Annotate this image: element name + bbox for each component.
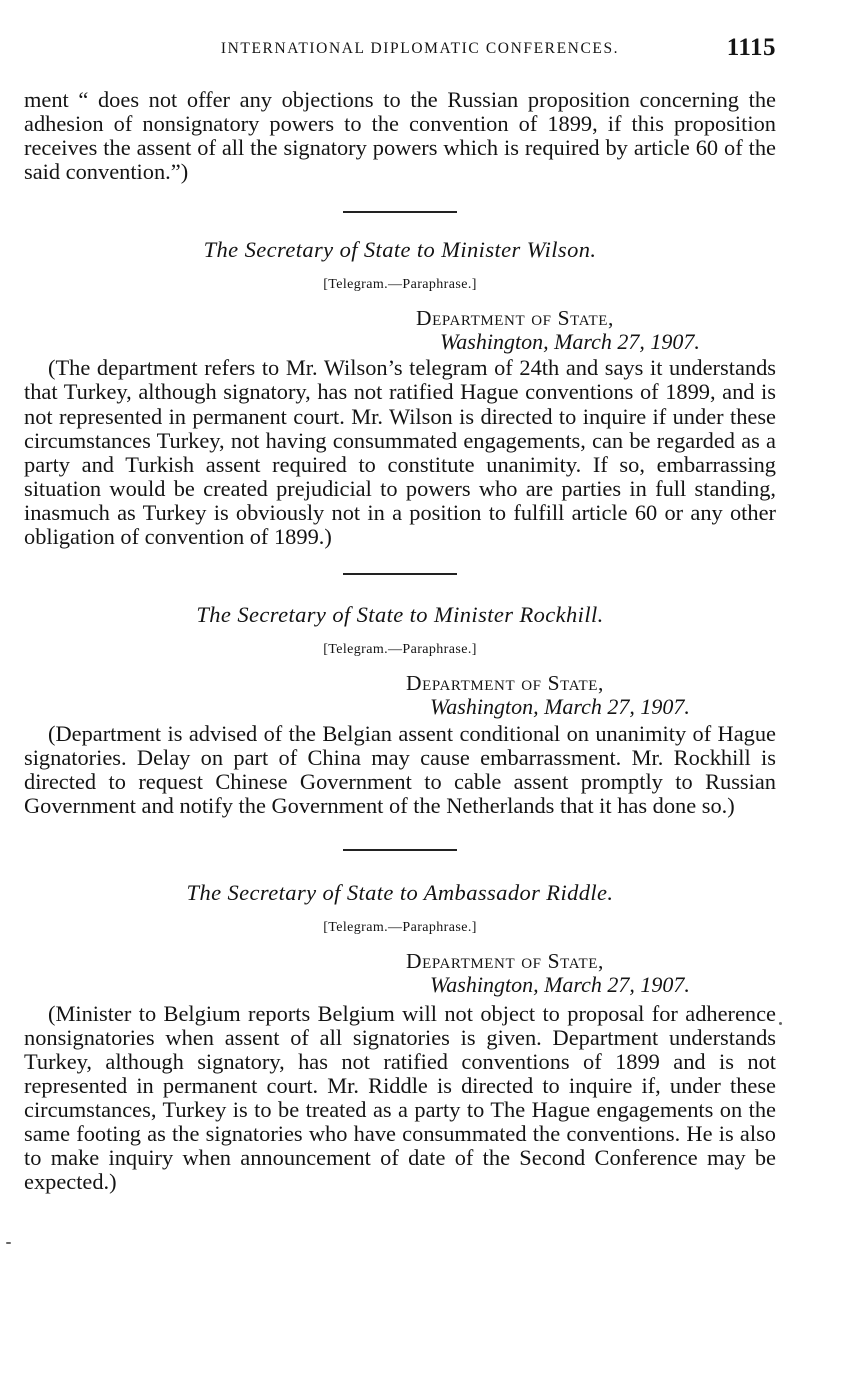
department-line: Department of State,: [416, 306, 614, 331]
document-body: (The department refers to Mr. Wilson’s telegram of 24th and says it understands that Turkey, although signatory, has not ratified Hague conventions of 1899, and is not represented in permanent court. Mr. Wilson is directed to inquire if under these circumstances Turkey, not having consummated engagements, can be regarded as a party and Turkish assent required to constitute unanimity. If so, embarrassing situation would be created prejudicial to powers who are parties in full standing, inasmuch as Turkey is obviously not in a position to fulfill article 60 or any other obligation of convention of 1899.): [24, 355, 776, 550]
section-divider: [343, 211, 457, 213]
running-head: [24, 34, 776, 68]
dateline: [406, 672, 776, 718]
document-page: [24, 34, 776, 1194]
document-body: (Minister to Belgium reports Belgium will not object to proposal for adherence nonsignatories when assent of all signatories is given. Department understands Turkey, although signatory, has not ratified conventions of 1899 and is not represented in permanent court. Mr. Riddle is directed to inquire if, under these circumstances, Turkey is to be treated as a party to The Hague engagements on the same footing as the signatories who have consummated the conventions. He is also to make inquiry when announcement of date of the Second Conference may be expected.): [24, 1000, 776, 1195]
scan-speck: [6, 1242, 11, 1244]
place-date-line: Washington, March 27, 1907.: [430, 694, 690, 720]
document-subhead: [Telegram.—Paraphrase.]: [323, 277, 477, 293]
document-heading: The Secretary of State to Minister Wilson.: [203, 237, 597, 263]
dateline: [416, 307, 776, 353]
section-divider: [343, 849, 457, 851]
section-divider: [343, 573, 457, 575]
place-date-line: Washington, March 27, 1907.: [440, 329, 700, 355]
document-subhead: [Telegram.—Paraphrase.]: [323, 642, 477, 658]
running-title: INTERNATIONAL DIPLOMATIC CONFERENCES.: [220, 40, 620, 57]
document-heading: The Secretary of State to Minister Rockhill.: [196, 602, 604, 628]
document-body: (Department is advised of the Belgian assent conditional on unanimity of Hague signatories. Delay on part of China may cause embarrassment. Mr. Rockhill is directed to request Chinese Government to cable assent promptly to Russian Government and notify the Government of the Netherlands that it has done so.): [24, 721, 776, 819]
document-subhead: [Telegram.—Paraphrase.]: [323, 919, 477, 935]
department-line: Department of State,: [406, 671, 604, 696]
place-date-line: Washington, March 27, 1907.: [430, 971, 690, 997]
intro-paragraph: ment “ does not offer any objections to the Russian proposition concerning the adhesion of nonsignatory powers to the convention of 1899, if this proposition receives the assent of all the signatory powers which is required by article 60 of the said convention.”): [24, 87, 776, 185]
dateline: [406, 950, 776, 996]
scan-speck: [779, 1022, 782, 1025]
page-number: 1115: [726, 34, 776, 61]
department-line: Department of State,: [406, 948, 604, 973]
document-heading: The Secretary of State to Ambassador Riddle.: [186, 879, 614, 905]
